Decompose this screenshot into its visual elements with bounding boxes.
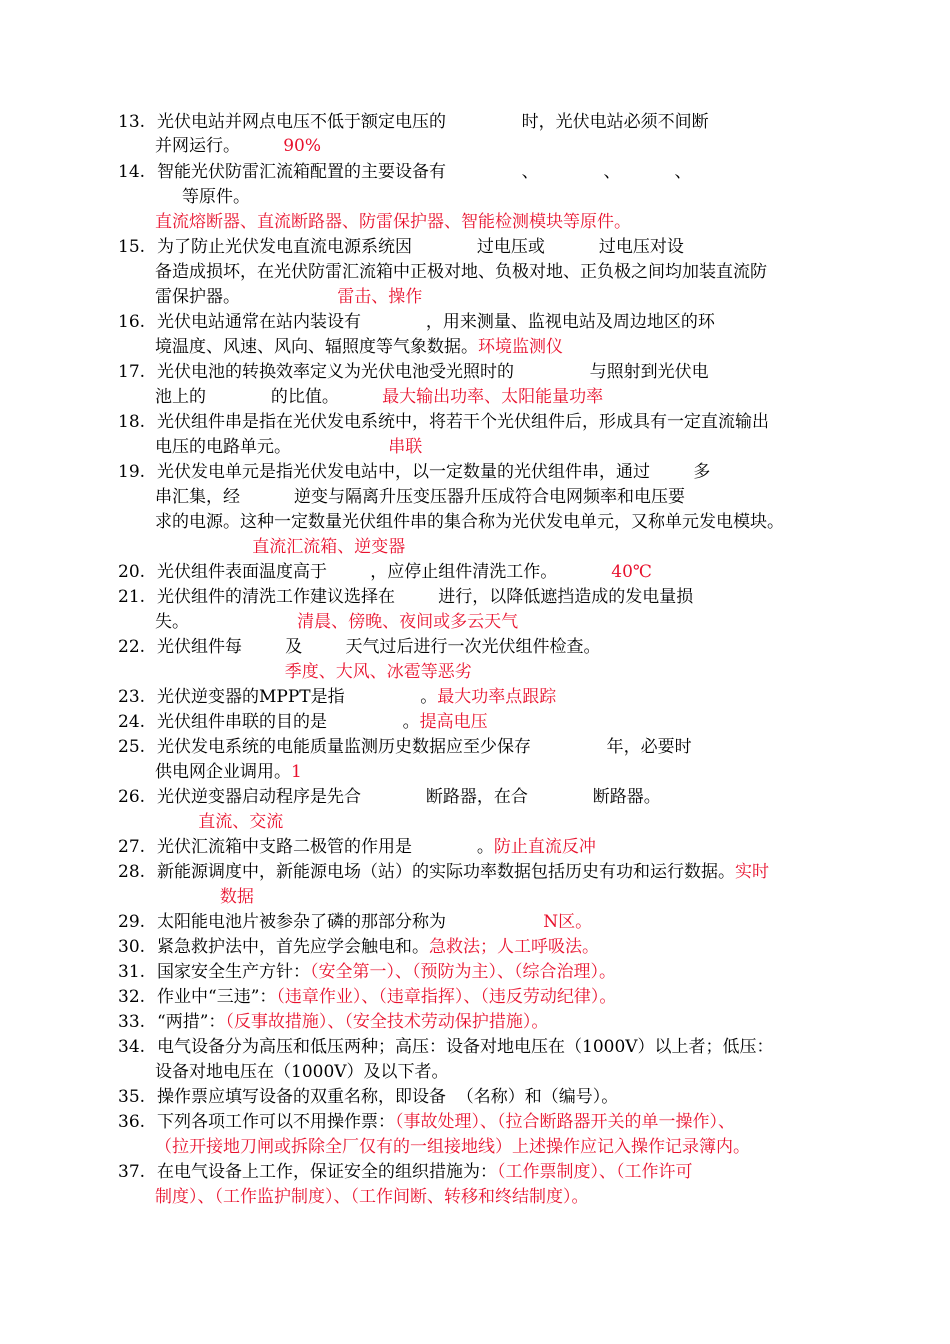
question-text: 光伏组件表面温度高于 ，应停止组件清洗工作。: [157, 562, 558, 582]
question-text: 光伏汇流箱中支路二极管的作用是 。: [157, 837, 494, 857]
line-content: [157, 310, 715, 335]
question-number: 35.: [118, 1087, 146, 1107]
question-text: 国家安全生产方针：: [157, 962, 310, 982]
line-content: [157, 935, 599, 960]
question-text: 光伏发电单元是指光伏发电站中，以一定数量的光伏组件串，通过 多: [157, 462, 711, 482]
line-content: [157, 1035, 774, 1060]
question-text: 备造成损坏，在光伏防雷汇流箱中正极对地、负极对地、正负极之间均加装直流防: [155, 262, 767, 282]
line-content: [157, 1010, 548, 1035]
question-text: 境温度、风速、风向、辐照度等气象数据。: [155, 337, 478, 357]
answer-text: 急救法；人工呼吸法。: [429, 937, 599, 957]
question-text: 光伏电池的转换效率定义为光伏电池受光照时的 与照射到光伏电: [157, 362, 709, 382]
answer-text: 制度）、（工作监护制度）、（工作间断、转移和终结制度）。: [155, 1187, 589, 1207]
question-number: 34.: [118, 1037, 146, 1057]
line-content: [155, 535, 405, 560]
question-text: 光伏电站并网点电压不低于额定电压的 时，光伏电站必须不间断: [157, 112, 709, 132]
question-number: 15.: [118, 237, 146, 257]
question-number: 16.: [118, 312, 146, 332]
question-number: 13.: [118, 112, 146, 132]
answer-text: 直流熔断器、直流断路器、防雷保护器、智能检测模块等原件。: [155, 212, 631, 232]
line-content: [155, 760, 302, 785]
line-content: [157, 160, 692, 185]
answer-text: 最大功率点跟踪: [437, 687, 557, 707]
question-text: 串汇集，经 逆变与隔离升压变压器升压成符合电网频率和电压要: [155, 487, 686, 507]
answer-text: 防止直流反冲: [493, 837, 596, 857]
line-content: [155, 134, 321, 159]
line-content: [157, 685, 556, 710]
line-content: [157, 460, 710, 485]
question-number: 32.: [118, 987, 146, 1007]
line-content: [155, 285, 422, 310]
question-text: 为了防止光伏发电直流电源系统因 过电压或 过电压对设: [157, 237, 684, 257]
question-text: “两措”：: [157, 1012, 226, 1032]
answer-text: 串联: [388, 437, 423, 457]
line-content: [155, 660, 472, 685]
line-content: [157, 1110, 735, 1135]
line-content: [155, 1060, 449, 1085]
question-number: 20.: [118, 562, 146, 582]
answer-text: 直流汇流箱、逆变器: [155, 537, 406, 557]
answer-text: N区。: [543, 912, 593, 932]
question-text: 雷保护器。: [155, 287, 240, 307]
question-text: 下列各项工作可以不用操作票：: [157, 1112, 395, 1132]
question-number: 37.: [118, 1162, 146, 1182]
question-number: 23.: [118, 687, 146, 707]
line-content: [155, 610, 518, 635]
answer-text: 雷击、操作: [337, 287, 423, 307]
line-content: [157, 585, 693, 610]
question-text: 太阳能电池片被参杂了磷的那部分称为: [157, 912, 544, 932]
question-number: 36.: [118, 1112, 146, 1132]
question-number: 27.: [118, 837, 146, 857]
question-text: 智能光伏防雷汇流箱配置的主要设备有 、 、 、: [157, 162, 692, 182]
question-text: 光伏组件每 及 天气过后进行一次光伏组件检查。: [157, 637, 601, 657]
question-text: 光伏组件串是指在光伏发电系统中，将若干个光伏组件后，形成具有一定直流输出: [157, 412, 769, 432]
question-text: 作业中“三违”：: [157, 987, 277, 1007]
answer-text: 最大输出功率、太阳能量功率: [382, 387, 604, 407]
question-text: 电气设备分为高压和低压两种；高压：设备对地电压在（1000V）以上者；低压：: [157, 1037, 774, 1057]
answer-text: 1: [291, 762, 302, 782]
line-content: [155, 210, 631, 235]
question-text: 光伏逆变器启动程序是先合 断路器，在合 断路器。: [157, 787, 661, 807]
line-content: [155, 1185, 589, 1210]
answer-text: 90%: [283, 136, 322, 156]
question-number: 18.: [118, 412, 146, 432]
question-text: 电压的电路单元。: [155, 437, 291, 457]
answer-text: （安全第一）、（预防为主）、（综合治理）。: [310, 962, 616, 982]
line-content: [157, 410, 769, 435]
line-content: [155, 185, 250, 210]
question-text: 光伏逆变器的MPPT是指 。: [157, 687, 438, 707]
question-text: 操作票应填写设备的双重名称，即设备 （名称）和（编号）。: [157, 1087, 619, 1107]
question-text: 新能源调度中，新能源电场（站）的实际功率数据包括历史有功和运行数据。: [157, 862, 735, 882]
answer-text: 清晨、傍晚、夜间或多云天气: [297, 612, 519, 632]
line-content: [157, 110, 709, 135]
answer-text: （违章作业）、（违章指挥）、（违反劳动纪律）。: [276, 987, 617, 1007]
question-text: 光伏电站通常在站内装设有 ，用来测量、监视电站及周边地区的环: [157, 312, 715, 332]
line-content: [157, 635, 600, 660]
line-content: [157, 860, 769, 885]
answer-text: （事故处理）、（拉合断路器开关的单一操作）、: [395, 1112, 735, 1132]
question-text: 光伏组件的清洗工作建议选择在 进行，以降低遮挡造成的发电量损: [157, 587, 694, 607]
line-content: [155, 485, 685, 510]
question-number: 30.: [118, 937, 146, 957]
question-number: 24.: [118, 712, 146, 732]
question-number: 17.: [118, 362, 146, 382]
answer-text: （反事故措施）、（安全技术劳动保护措施）。: [225, 1012, 549, 1032]
line-content: [157, 1085, 618, 1110]
question-number: 14.: [118, 162, 146, 182]
question-text: 光伏发电系统的电能质量监测历史数据应至少保存 年，必要时: [157, 737, 692, 757]
line-content: [157, 710, 488, 735]
answer-text: 季度、大风、冰雹等恶劣: [155, 662, 472, 682]
line-content: [155, 510, 784, 535]
question-text: 等原件。: [155, 187, 251, 207]
line-content: [157, 560, 652, 585]
question-number: 29.: [118, 912, 146, 932]
answer-text: 直流、交流: [155, 812, 284, 832]
question-text: 光伏组件串联的目的是 。: [157, 712, 420, 732]
question-number: 19.: [118, 462, 146, 482]
line-content: [155, 1135, 750, 1160]
question-number: 28.: [118, 862, 146, 882]
question-text: 求的电源。这种一定数量光伏组件串的集合称为光伏发电单元，又称单元发电模块。: [155, 512, 784, 532]
question-text: 紧急救护法中，首先应学会触电和。: [157, 937, 429, 957]
line-content: [155, 260, 767, 285]
line-content: [155, 885, 254, 910]
question-text: 设备对地电压在（1000V）及以下者。: [155, 1062, 449, 1082]
line-content: [157, 910, 592, 935]
question-number: 21.: [118, 587, 146, 607]
question-number: 31.: [118, 962, 146, 982]
answer-text: 实时: [735, 862, 769, 882]
line-content: [157, 735, 692, 760]
question-text: 供电网企业调用。: [155, 762, 291, 782]
question-text: 在电气设备上工作，保证安全的组织措施为：: [157, 1162, 497, 1182]
answer-text: （工作票制度）、（工作许可: [497, 1162, 693, 1182]
line-content: [155, 435, 422, 460]
answer-text: 40℃: [611, 562, 652, 582]
line-content: [157, 960, 616, 985]
line-content: [157, 985, 616, 1010]
line-content: [155, 810, 283, 835]
answer-text: 数据: [155, 887, 254, 907]
line-content: [157, 235, 684, 260]
line-content: [157, 785, 661, 810]
line-content: [157, 360, 709, 385]
question-number: 22.: [118, 637, 146, 657]
line-content: [157, 835, 596, 860]
line-content: [155, 385, 603, 410]
line-content: [157, 1160, 693, 1185]
question-number: 33.: [118, 1012, 146, 1032]
answer-text: 环境监测仪: [478, 337, 563, 357]
line-content: [155, 335, 563, 360]
question-number: 25.: [118, 737, 146, 757]
question-text: 失。: [155, 612, 189, 632]
answer-text: （拉开接地刀闸或拆除全厂仅有的一组接地线）上述操作应记入操作记录簿内。: [155, 1137, 750, 1157]
question-text: 池上的 的比值。: [155, 387, 339, 407]
answer-text: 提高电压: [419, 712, 488, 732]
question-text: 并网运行。: [155, 136, 240, 156]
question-number: 26.: [118, 787, 146, 807]
